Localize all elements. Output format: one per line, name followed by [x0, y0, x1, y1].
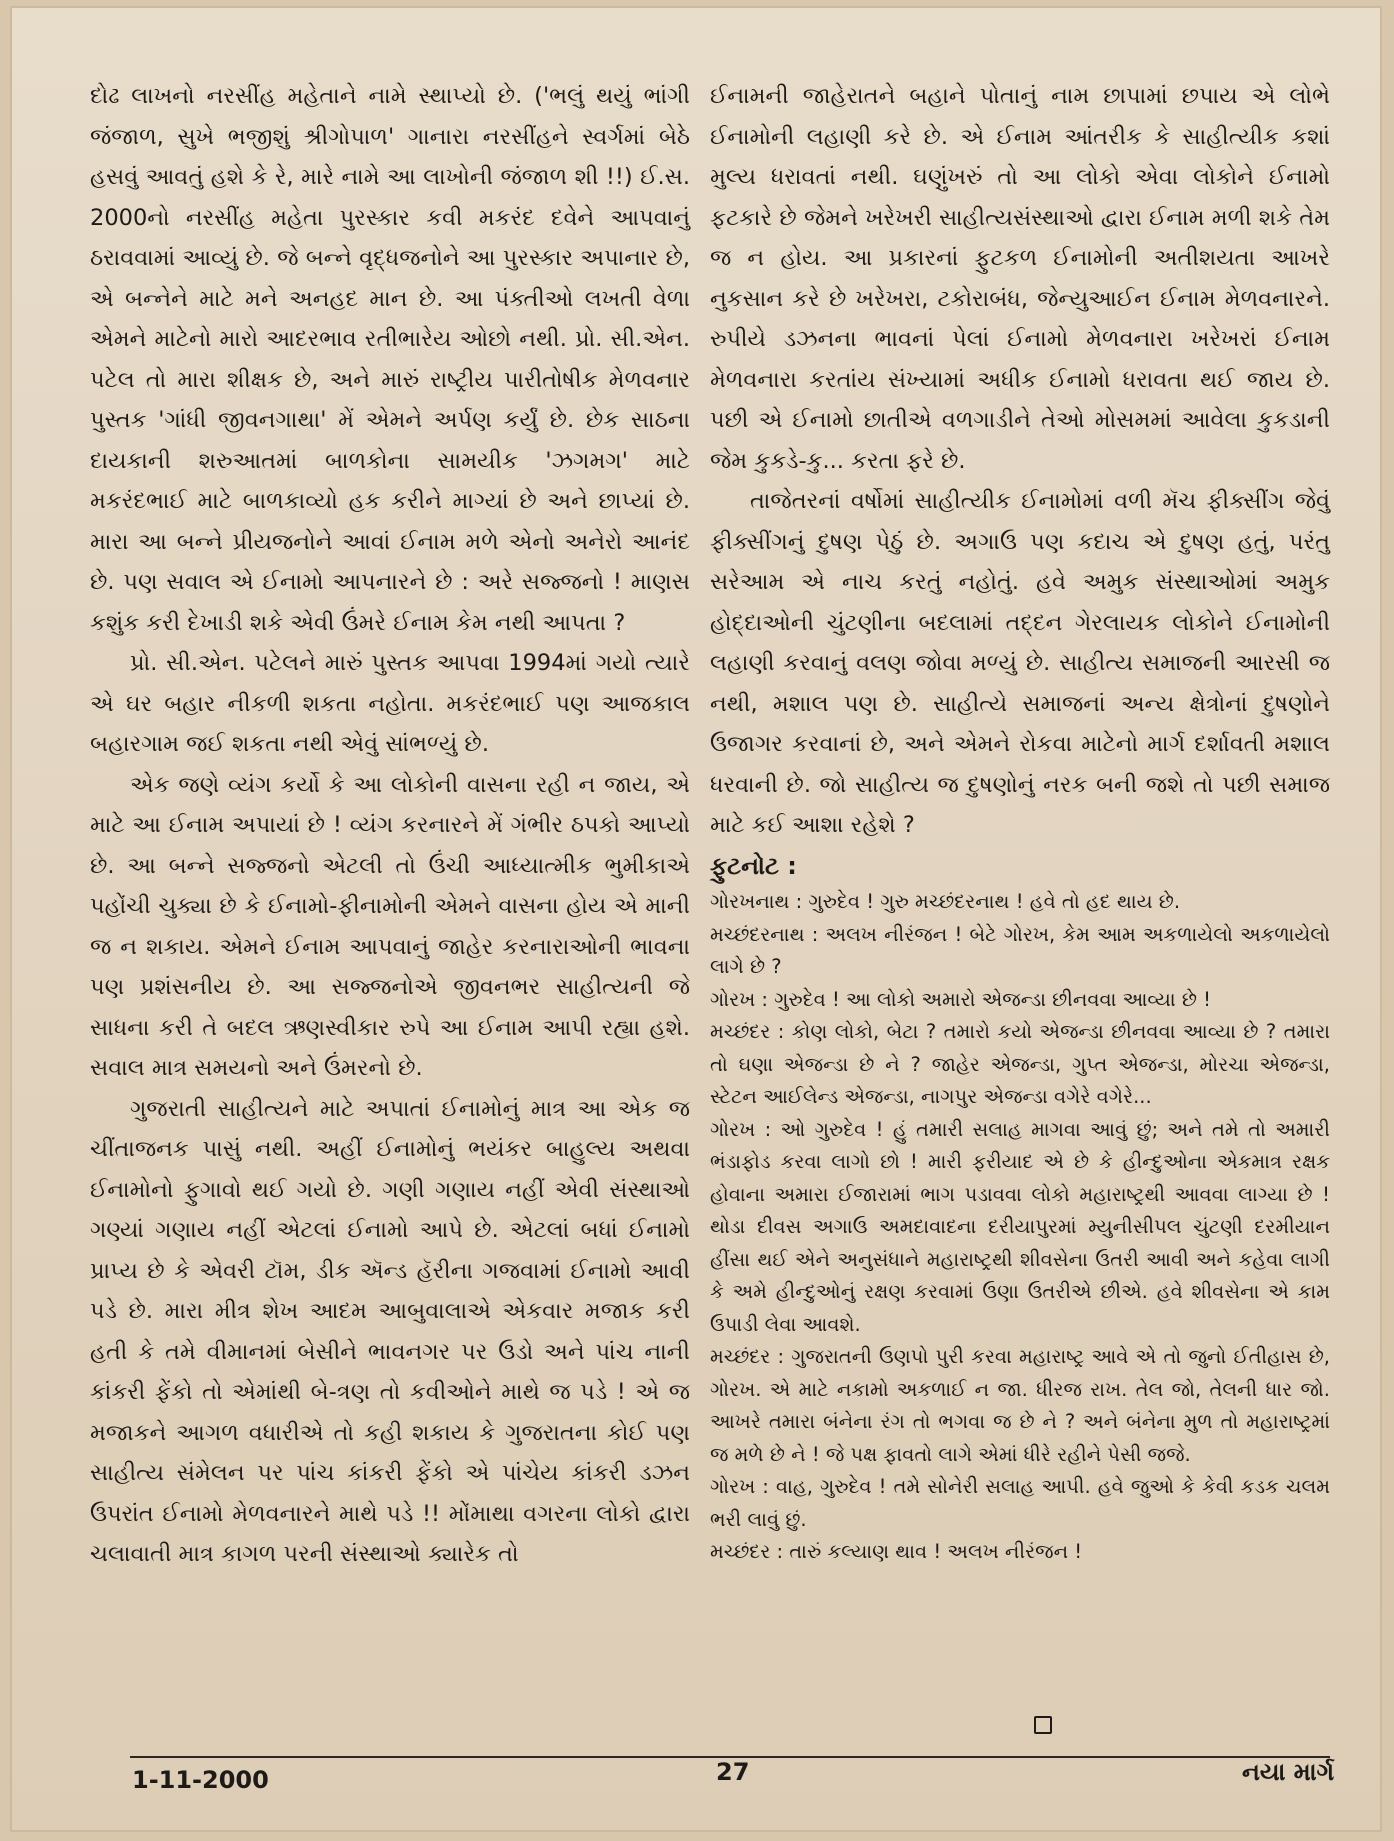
- magazine-page: [10, 6, 1382, 1832]
- footnote-line: ગોરખ : ગુરુદેવ ! આ લોકો અમારો એજન્ડા છીનવવા આવ્યા છે !: [710, 987, 1211, 1011]
- left-paragraph-2: પ્રો. સી.એન. પટેલને મારું પુસ્તક આપવા 1994માં ગયો ત્યારે એ ઘર બહાર નીકળી શકતા નહોતા. મકરંદભાઈ પણ આજકાલ બહારગામ જઈ શકતા નથી એવું સાંભળ્યું છે.: [90, 650, 690, 757]
- left-column: [90, 76, 690, 1575]
- page-number: 27: [716, 1758, 750, 1786]
- end-of-article-square-icon: [1034, 1716, 1052, 1734]
- footnote-line: મચ્છંદર : કોણ લોકો, બેટા ? તમારો કયો એજન્ડા છીનવવા આવ્યા છે ? તમારા તો ઘણા એજન્ડા છે ને ? જાહેર એજન્ડા, ગુપ્ત એજન્ડા, મોરચા એજન્ડા, સ્ટેટન આઈલેન્ડ એજન્ડા, નાગપુર એજન્ડા વગેરે વગેરે...: [710, 1020, 1330, 1108]
- footnote-line: ગોરખ : ઓ ગુરુદેવ ! હું તમારી સલાહ માગવા આવું છું; અને તમે તો અમારી ભંડાફોડ કરવા લાગો છો ! મારી ફરીયાદ એ છે કે હીન્દુઓના એકમાત્ર રક્ષક હોવાના અમારા ઈજારામાં ભાગ પડાવવા લોકો મહારાષ્ટ્રથી આવવા લાગ્યા છે ! થોડા દીવસ અગાઉ અમદાવાદના દરીયાપુરમાં મ્યુનીસીપલ ચુંટણી દરમીયાન હીંસા થઈ એને અનુસંધાને મહારાષ્ટ્રથી શીવસેના ઉતરી આવી અને કહેવા લાગી કે અમે હીન્દુઓનું રક્ષણ કરવામાં ઉણા ઉતરીએ છીએ. હવે શીવસેના એ કામ ઉપાડી લેવા આવશે.: [710, 1117, 1330, 1336]
- left-paragraph-1: દોઢ લાખનો નરસીંહ મહેતાને નામે સ્થાપ્યો છે. ('ભલું થયું ભાંગી જંજાળ, સુખે ભજીશું શ્રીગોપાળ' ગાનારા નરસીંહને સ્વર્ગમાં બેઠે હસવું આવતું હશે કે રે, મારે નામે આ લાખોની જંજાળ શી !!) ઈ.સ. 2000નો નરસીંહ મહેતા પુરસ્કાર કવી મકરંદ દવેને આપવાનું ઠરાવવામાં આવ્યું છે. જે બન્ને વૃદ્ધજનોને આ પુરસ્કાર અપાનાર છે, એ બન્નેને માટે મને અનહદ માન છે. આ પંક્તીઓ લખતી વેળા એમને માટેનો મારો આદરભાવ રતીભારેય ઓછો નથી. પ્રો. સી.એન. પટેલ તો મારા શીક્ષક છે, અને મારું રાષ્ટ્રીય પારીતોષીક મેળવનાર પુસ્તક 'ગાંધી જીવનગાથા' મેં એમને અર્પણ કર્યું છે. છેક સાઠના દાયકાની શરુઆતમાં બાળકોના સામયીક 'ઝગમગ' માટે મકરંદભાઈ માટે બાળકાવ્યો હક કરીને માગ્યાં છે અને છાપ્યાં છે. મારા આ બન્ને પ્રીયજનોને આવાં ઈનામ મળે એનો અનેરો આનંદ છે. પણ સવાલ એ ઈનામો આપનારને છે : અરે સજ્જનો ! માણસ કશુંક કરી દેખાડી શકે એવી ઉંમરે ઈનામ કેમ નથી આપતા ?: [90, 83, 690, 636]
- footnote-line: ગોરખનાથ : ગુરુદેવ ! ગુરુ મચ્છંદરનાથ ! હવે તો હદ થાય છે.: [710, 890, 1181, 913]
- right-column: [710, 76, 1330, 1569]
- footnote-line: મચ્છંદરનાથ : અલખ નીરંજન ! બેટે ગોરખ, કેમ આમ અકળાયેલો અકળાયેલો લાગે છે ?: [710, 922, 1330, 978]
- right-paragraph-1: ઈનામની જાહેરાતને બહાને પોતાનું નામ છાપામાં છપાય એ લોભે ઈનામોની લહાણી કરે છે. એ ઈનામ આંતરીક કે સાહીત્યીક કશાં મુલ્ય ધરાવતાં નથી. ઘણુંખરું તો આ લોકો એવા લોકોને ઈનામો ફટકારે છે જેમને ખરેખરી સાહીત્યસંસ્થાઓ દ્વારા ઈનામ મળી શકે તેમ જ ન હોય. આ પ્રકારનાં ફુટકળ ઈનામોની અતીશયતા આખરે નુકસાન કરે છે ખરેખરા, ટકોરાબંધ, જેન્યુઆઈન ઈનામ મેળવનારને. રુપીયે ડઝનના ભાવનાં પેલાં ઈનામો મેળવનારા ખરેખરાં ઈનામ મેળવનારા કરતાંય સંખ્યામાં અધીક ઈનામો ધરાવતા થઈ જાય છે. પછી એ ઈનામો છાતીએ વળગાડીને તેઓ મોસમમાં આવેલા કુકડાની જેમ કુકડે-કુ... કરતા ફરે છે.: [710, 83, 1330, 474]
- footnote-line: મચ્છંદર : ગુજરાતની ઉણપો પુરી કરવા મહારાષ્ટ્ર આવે એ તો જુનો ઈતીહાસ છે, ગોરખ. એ માટે નકામો અકળાઈ ન જા. ધીરજ રાખ. તેલ જો, તેલની ધાર જો. આખરે તમારા બંનેના રંગ તો ભગવા જ છે ને ? અને બંનેના મુળ તો મહારાષ્ટ્રમાં જ મળે છે ને ! જે પક્ષ ફાવતો લાગે એમાં ધીરે રહીને પેસી જજે.: [710, 1345, 1330, 1466]
- right-paragraph-2: તાજેતરનાં વર્ષોમાં સાહીત્યીક ઈનામોમાં વળી મૅચ ફીક્સીંગ જેવું ફીક્સીંગનું દુષણ પેઠું છે. અગાઉ પણ કદાચ એ દુષણ હતું, પરંતુ સરેઆમ એ નાચ કરતું નહોતું. હવે અમુક સંસ્થાઓમાં અમુક હોદ્દાઓની ચુંટણીના બદલામાં તદ્દન ગેરલાયક લોકોને ઈનામોની લહાણી કરવાનું વલણ જોવા મળ્યું છે. સાહીત્ય સમાજની આરસી જ નથી, મશાલ પણ છે. સાહીત્યે સમાજનાં અન્ય ક્ષેત્રોનાં દુષણોને ઉજાગર કરવાનાં છે, અને એમને રોકવા માટેનો માર્ગ દર્શાવતી મશાલ ધરવાની છે. જો સાહીત્ય જ દુષણોનું નરક બની જશે તો પછી સમાજ માટે કઈ આશા રહેશે ?: [710, 488, 1330, 838]
- footnote-line: મચ્છંદર : તારું કલ્યાણ થાવ ! અલખ નીરંજન !: [710, 1540, 1083, 1563]
- footnote-line: ગોરખ : વાહ, ગુરુદેવ ! તમે સોનેરી સલાહ આપી. હવે જુઓ કે કેવી કડક ચલમ ભરી લાવું છું.: [710, 1475, 1330, 1531]
- footnote-heading: ફુટનોટ :: [710, 851, 797, 880]
- publication-name: નયા માર્ગ: [1242, 1758, 1335, 1786]
- left-paragraph-3: એક જણે વ્યંગ કર્યો કે આ લોકોની વાસના રહી ન જાય, એ માટે આ ઈનામ અપાયાં છે ! વ્યંગ કરનારને મેં ગંભીર ઠપકો આપ્યો છે. આ બન્ને સજ્જનો એટલી તો ઉંચી આધ્યાત્મીક ભુમીકાએ પહોંચી ચુક્યા છે કે ઈનામો-ફીનામોની એમને વાસના હોય એ માની જ ન શકાય. એમને ઈનામ આપવાનું જાહેર કરનારાઓની ભાવના પણ પ્રશંસનીય છે. આ સજ્જનોએ જીવનભર સાહીત્યની જે સાધના કરી તે બદલ ઋણસ્વીકાર રુપે આ ઈનામ આપી રહ્યા હશે. સવાલ માત્ર સમયનો અને ઉંમરનો છે.: [90, 771, 690, 1081]
- issue-date: 1-11-2000: [132, 1766, 269, 1794]
- left-paragraph-4: ગુજરાતી સાહીત્યને માટે અપાતાં ઈનામોનું માત્ર આ એક જ ચીંતાજનક પાસું નથી. અહીં ઈનામોનું ભયંકર બાહુલ્ય અથવા ઈનામોનો ફુગાવો થઈ ગયો છે. ગણી ગણાય નહીં એવી સંસ્થાઓ ગણ્યાં ગણાય નહીં એટલાં ઈનામો આપે છે. એટલાં બધાં ઈનામો પ્રાપ્ય છે કે એવરી ટૉમ, ડીક ઍન્ડ હૅરીના ગજવામાં ઈનામો આવી પડે છે. મારા મીત્ર શેખ આદમ આબુવાલાએ એકવાર મજાક કરી હતી કે તમે વીમાનમાં બેસીને ભાવનગર પર ઉડો અને પાંચ નાની કાંકરી ફેંકો તો એમાંથી બે-ત્રણ તો કવીઓને માથે જ પડે ! એ જ મજાકને આગળ વધારીએ તો કહી શકાય કે ગુજરાતના કોઈ પણ સાહીત્ય સંમેલન પર પાંચ કાંકરી ફેંકો એ પાંચેય કાંકરી ડઝન ઉપરાંત ઈનામો મેળવનારને માથે પડે !! મોંમાથા વગરના લોકો દ્વારા ચલાવાતી માત્ર કાગળ પરની સંસ્થાઓ ક્યારેક તો: [90, 1095, 690, 1567]
